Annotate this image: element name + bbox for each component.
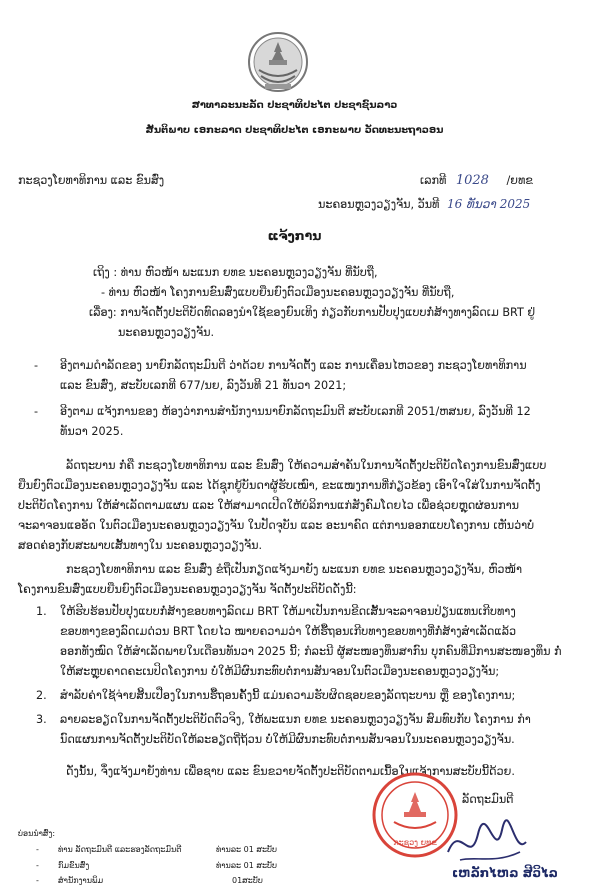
ministry-name: ກະຊວງໂຍທາທິການ ແລະ ຂົນສົ່ງ <box>18 174 165 187</box>
distribution-qty: 01ສະບັບ <box>232 876 263 885</box>
paragraph-1-line: ສອດຄ່ອງກັບສະພາບເສັ້ນທາງໃນ ນະຄອນຫຼວງວຽງຈັນ. <box>18 539 263 552</box>
signature-scribble <box>440 812 530 872</box>
doc-number-label: ເລກທີ <box>420 174 447 187</box>
distribution-to: ທ່ານ ລັດຖະມົນຕີ ແລະຮອງລັດຖະມົນຕີ <box>58 845 182 854</box>
item-number: 1. <box>36 605 47 618</box>
header-line-1: ສາທາລະນະລັດ ປະຊາທິປະໄຕ ປະຊາຊົນລາວ <box>191 100 398 111</box>
reference-bullet-2: - <box>34 405 39 418</box>
doc-date <box>318 194 530 215</box>
item-number: 3. <box>36 713 47 726</box>
paragraph-2-line: ກະຊວງໂຍທາທິການ ແລະ ຂົນສົ່ງ ຂໍຖືເປັນກຽດແຈ້ງມາຍັງ ພະແນກ ຍທຂ ນະຄອນຫຼວງວຽງຈັນ, ຫົວໜ້າ <box>66 563 523 576</box>
distribution-qty: ທ່ານລະ 01 ສະບັບ <box>216 845 278 854</box>
national-emblem <box>247 30 309 94</box>
paragraph-1-line: ຈະລາຈອນແອອັດ ໃນຕົວເມືອງນະຄອນຫຼວງວຽງຈັນ ໃນປັດຈຸບັນ ແລະ ອະນາຄົດ ແຕ່ການອອກແບບໂຄງການ ເຫັນວ່າບໍ່ <box>18 519 535 532</box>
closing-line: ດັ່ງນັ້ນ, ຈຶ່ງແຈ້ງມາຍັງທ່ານ ເພື່ອຊາບ ແລະ ຂົນຂວາຍຈັດຕັ້ງປະຕິບັດຕາມເນື້ອໃນແຈ້ງການສະບັບນີ້ດ້ວຍ. <box>66 765 515 778</box>
reference-bullet-1: - <box>34 359 39 372</box>
doc-date-label: ນະຄອນຫຼວງວຽງຈັນ, ວັນທີ <box>318 198 440 211</box>
item-number: 2. <box>36 689 47 702</box>
paragraph-2-line: ໂຄງການຂົນສົ່ງແບບຍືນຍົງຕົວເມືອງນະຄອນຫຼວງວຽງຈັນ ຈັດຕັ້ງປະຕິບັດດັ່ງນີ້: <box>18 583 357 596</box>
reference-1-line-1: ອີງຕາມດຳລັດຂອງ ນາຍົກລັດຖະມົນຕີ ວ່າດ້ວຍ ການຈັດຕັ້ງ ແລະ ການເຄື່ອນໄຫວຂອງ ກະຊວງໂຍທາທິການ <box>60 359 527 372</box>
recipient-line-1: ເຖິງ : ທ່ານ ຫົວໜ້າ ພະແນກ ຍທຂ ນະຄອນຫຼວງວຽງຈັນ ທີ່ນັບຖື, <box>93 266 378 279</box>
subject-line-1: ເລື່ອງ: ການຈັດຕັ້ງປະຕິບັດທົດລອງນຳໃຊ້ຂອງຍົນເທິງ ກ່ຽວກັບການປັບປຸງແບບກໍ່ສ້າງທາງລົດເມ BRT ຢູ່ <box>89 306 536 319</box>
reference-2-line-1: ອີງຕາມ ແຈ້ງການຂອງ ຫ້ອງວ່າການສຳນັກງານນາຍົກລັດຖະມົນຕີ ສະບັບເລກທີ 2051/ຫສນຍ, ລົງວັນທີ 12 <box>60 405 531 418</box>
distribution-dash: - <box>36 845 39 854</box>
reference-1-line-2: ແລະ ຂົນສົ່ງ, ສະບັບເລກທີ 677/ນຍ, ລົງວັນທີ 21 ທັນວາ 2021; <box>60 379 347 392</box>
reference-2-line-2: ທັນວາ 2025. <box>60 425 124 438</box>
item-2-line: ສຳລັບຄ່າໃຊ້ຈ່າຍສິ້ນເປືອງໃນການຮື້ຖອນຄັ້ງນີ້ ແມ່ນຄວາມຮັບຜິດຊອບຂອງລັດຖະບານ ຫຼື ຂອງໂຄງການ; <box>60 689 516 702</box>
subject-line-2: ນະຄອນຫຼວງວຽງຈັນ. <box>118 326 215 339</box>
item-1-line: ອອກທັງໝົດ ໃຫ້ສຳເລັດພາຍໃນເດືອນທັນວາ 2025 ນີ້; ກໍລະນີ ຜູ້ສະໜອງທຶນສາກົນ ບຸກຄົນທີ່ມີການສະໜອງທຶນ ກໍ່ <box>60 645 562 658</box>
item-1-line: ໃຫ້ສະຫຼຸບຄາດຄະເນປິດໂຄງການ ບໍ່ໃຫ້ມີຜົນກະທົບຕໍ່ການສັນຈອນໃນຕົວເມືອງນະຄອນຫຼວງວຽງຈັນ; <box>60 665 500 678</box>
distribution-to: ສຳນັກງານພິມ <box>58 876 104 885</box>
distribution-heading: ບ່ອນນຳສົ່ງ: <box>18 829 56 838</box>
recipient-line-2: - ທ່ານ ຫົວໜ້າ ໂຄງການຂົນສົ່ງແບບຍືນຍົງຕົວເມືອງນະຄອນຫຼວງວຽງຈັນ ທີ່ນັບຖື, <box>101 286 455 299</box>
signatory-title: ລັດຖະມົນຕີ <box>462 793 514 806</box>
paragraph-1-line: ປະຕິບັດໂຄງການ ໃຫ້ສຳເລັດຕາມແຜນ ແລະ ໃຫ້ສາມາດເປີດໃຫ້ບໍລິການແກ່ສັງຄົມໂດຍໄວ ເພື່ອຊ່ວຍຫຼຸດຜ່ອນການ <box>18 499 519 512</box>
item-1-line: ຂອບທາງຂອງລົດເມດ່ວນ BRT ໂດຍໄວ ໝາຍຄວາມວ່າ ໃຫ້ຮື້ຖອນເກີບທາງຂອບທາງທີ່ກໍ່ສ້າງສຳເລັດແລ້ວ <box>60 625 517 638</box>
item-3-line: ລາຍລະອຽດໃນການຈັດຕັ້ງປະຕິບັດຕົວຈິງ, ໃຫ້ພະແນກ ຍທຂ ນະຄອນຫຼວງວຽງຈັນ ສົມທົບກັບ ໂຄງການ ກຳ <box>60 713 531 726</box>
stamp-text: ກະຊວງ ຍທຂ <box>393 838 437 847</box>
distribution-dash: - <box>36 876 39 885</box>
doc-date-value: 16 ທັນວາ 2025 <box>446 197 531 211</box>
item-3-line: ນົດແຜນການຈັດຕັ້ງປະຕິບັດໃຫ້ລະອຽດຖີ່ຖ້ວນ ບໍ່ໃຫ້ມີຜົນກະທົບຕໍ່ການສັນຈອນໃນນະຄອນຫຼວງວຽງຈັນ. <box>60 733 515 746</box>
item-1-line: ໃຫ້ຮີບຮ້ອນປັບປຸງແບບກໍ່ສ້າງຂອບທາງລົດເມ BRT ໃຫ້ມາເປັນການຂີດເສັ້ນຈະລາຈອນປ່ຽນແທນເກີບທາງ <box>60 605 516 618</box>
header-line-2: ສັນຕິພາບ ເອກະລາດ ປະຊາທິປະໄຕ ເອກະພາບ ວັດທະນະຖາວອນ <box>145 125 444 136</box>
paragraph-1-line: ລັດຖະບານ ກໍ່ຄື ກະຊວງໂຍທາທິການ ແລະ ຂົນສົ່ງ ໃຫ້ຄວາມສຳຄັນໃນການຈັດຕັ້ງປະຕິບັດໂຄງການຂົນສົ່ງແບບ <box>66 459 547 472</box>
doc-number-suffix: /ຍທຂ <box>506 174 533 187</box>
distribution-dash: - <box>36 861 39 870</box>
distribution-to: ກົມຂົນສົ່ງ <box>58 861 90 870</box>
doc-number <box>420 171 533 191</box>
doc-number-value: 1028 <box>455 173 489 188</box>
doc-title: ແຈ້ງການ <box>267 228 322 243</box>
distribution-qty: ທ່ານລະ 01 ສະບັບ <box>216 861 278 870</box>
signatory-name: ເຫລັກໄຫລ ສີວິໄລ <box>452 866 558 880</box>
paragraph-1-line: ຍືນຍົງຕົວເມືອງນະຄອນຫຼວງວຽງຈັນ ແລະ ໄດ້ຊຸກຍູ້ບັນດາຜູ້ຮັບເໝົາ, ຂະແໜງການທີ່ກ່ຽວຂ້ອງ ເອົາໃຈໃສ່ໃນການຈັດຕັ້ງ <box>18 479 541 492</box>
